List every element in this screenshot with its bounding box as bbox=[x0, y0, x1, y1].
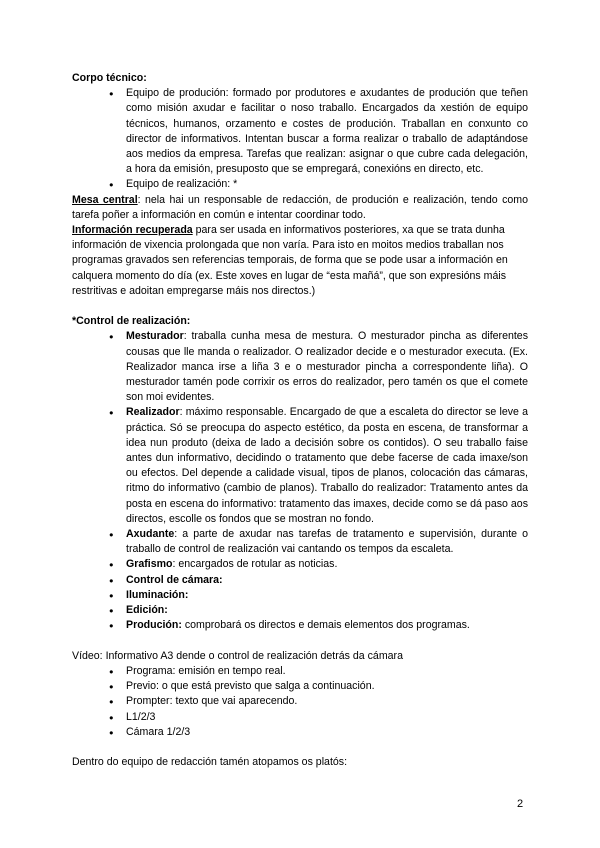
list-item bbox=[126, 588, 528, 603]
term: Edición: bbox=[126, 604, 168, 617]
mesa-central-paragraph bbox=[72, 193, 528, 223]
list-item bbox=[126, 573, 528, 588]
list-item: ● Equipo de produción: formado por produtores e axudantes de produción que teñen como misión axudar e facilitar o noso traballo. Encargados da xestión de equipo técnicos, humanos, orzamento e costes de produción. Traballan en conxunto co director de informativos. Intentan buscar a forma realizar o traballo de adaptándose aos medios da empresa. Tarefas que realizan: asignar o que cubre cada delegación, a hora da emisión, presuposto que se empregará, conexións en directo, etc. bbox=[126, 86, 528, 177]
term-description: : encargados de rotular as noticias. bbox=[172, 558, 338, 571]
list-item: ● Previo: o que está previsto que salga a continuación. bbox=[126, 679, 528, 694]
video-intro: Vídeo: Informativo A3 dende o control de realización detrás da cámara bbox=[72, 649, 403, 662]
corpo-tecnico-heading: Corpo técnico: bbox=[72, 72, 147, 84]
list-item: ● Programa: emisión en tempo real. bbox=[126, 664, 528, 679]
informacion-recuperada-label: Información recuperada bbox=[72, 224, 193, 237]
list-item bbox=[126, 329, 528, 405]
term-description: : traballa cunha mesa de mestura. O mesturador pincha as diferentes cousas que lle manda o realizador. O realizador decide e o mesturador executa. (Ex. Realizador manca irse a liña 3 e o mesturador pincha a correspondente liña). O mesturador tamén pode corrixir os erros do realizador, pero tamén os que el comete son moi evidentes. bbox=[126, 330, 528, 404]
video-list bbox=[72, 664, 528, 740]
term: Control de cámara: bbox=[126, 573, 223, 586]
list-item bbox=[126, 603, 528, 618]
term-description: comprobará os directos e demais elementos dos programas. bbox=[181, 619, 470, 632]
term-description: : a parte de axudar nas tarefas de tratamento e supervisión, durante o traballo de control de realización vai cantando os tempos da escaleta. bbox=[126, 528, 528, 556]
term: Grafismo bbox=[126, 558, 173, 571]
term: Axudante bbox=[126, 528, 175, 541]
closing-line: Dentro do equipo de redacción tamén atopamos os platós: bbox=[72, 756, 348, 769]
page-content bbox=[72, 71, 528, 770]
spacer bbox=[72, 740, 528, 755]
control-realizacion-list bbox=[72, 329, 528, 633]
list-item: ● Equipo de realización: * bbox=[126, 177, 528, 192]
control-realizacion-heading: *Control de realización: bbox=[72, 315, 191, 328]
term: Realizador bbox=[126, 406, 180, 419]
informacion-recuperada-paragraph bbox=[72, 223, 528, 299]
term: Iluminación: bbox=[126, 588, 189, 601]
list-item: ● Cámara 1/2/3 bbox=[126, 725, 528, 740]
term: Produción: bbox=[126, 619, 182, 632]
page-number: 2 bbox=[517, 798, 524, 810]
term: Mesturador bbox=[126, 330, 184, 343]
list-item: ● L1/2/3 bbox=[126, 710, 528, 725]
list-item bbox=[126, 618, 528, 633]
informacion-recuperada-text: para ser usada en informativos posteriores, xa que se trata dunha información de vixencia prolongada que non varía. Para isto en moitos medios traballan nos programas gravados sen referencias temporais, de forma que se pode usar a información en calquera momento do día (ex. Este xoves en lugar de “esta mañá”, que son expresións máis restritivas e adoitan empregarse máis nos directos.) bbox=[72, 224, 508, 297]
list-item: ● Prompter: texto que vai aparecendo. bbox=[126, 694, 528, 709]
corpo-tecnico-list bbox=[72, 86, 528, 192]
list-item bbox=[126, 527, 528, 557]
mesa-central-text: : nela hai un responsable de redacción, de produción e realización, tendo como tarefa poñer a información en común e intentar coordinar todo. bbox=[72, 193, 529, 221]
list-item bbox=[126, 405, 528, 527]
list-item bbox=[126, 557, 528, 572]
term-description: : máximo responsable. Encargado de que a escaleta do director se leve a práctica. Só se preocupa do aspecto estético, da posta en escena, de transformar a idea nun produto (deixa de lado a decisión sobre os contidos). O seu traballo faise antes dun informativo, decidindo o tratamento que debe facerse de cada imaxe/son ou efectos. Del depende a calidade visual, tipos de planos, colocación das cámaras, ritmo do informativo (cambio de planos). Traballo do realizador: Tratamento antes da posta en escena do informativo: tratamento das imaxes, decide como se dá paso aos directos, escolle os fondos que se mostran no fondo. bbox=[126, 406, 528, 525]
spacer bbox=[72, 634, 528, 649]
mesa-central-label: Mesa central bbox=[72, 193, 138, 206]
spacer bbox=[72, 299, 528, 314]
